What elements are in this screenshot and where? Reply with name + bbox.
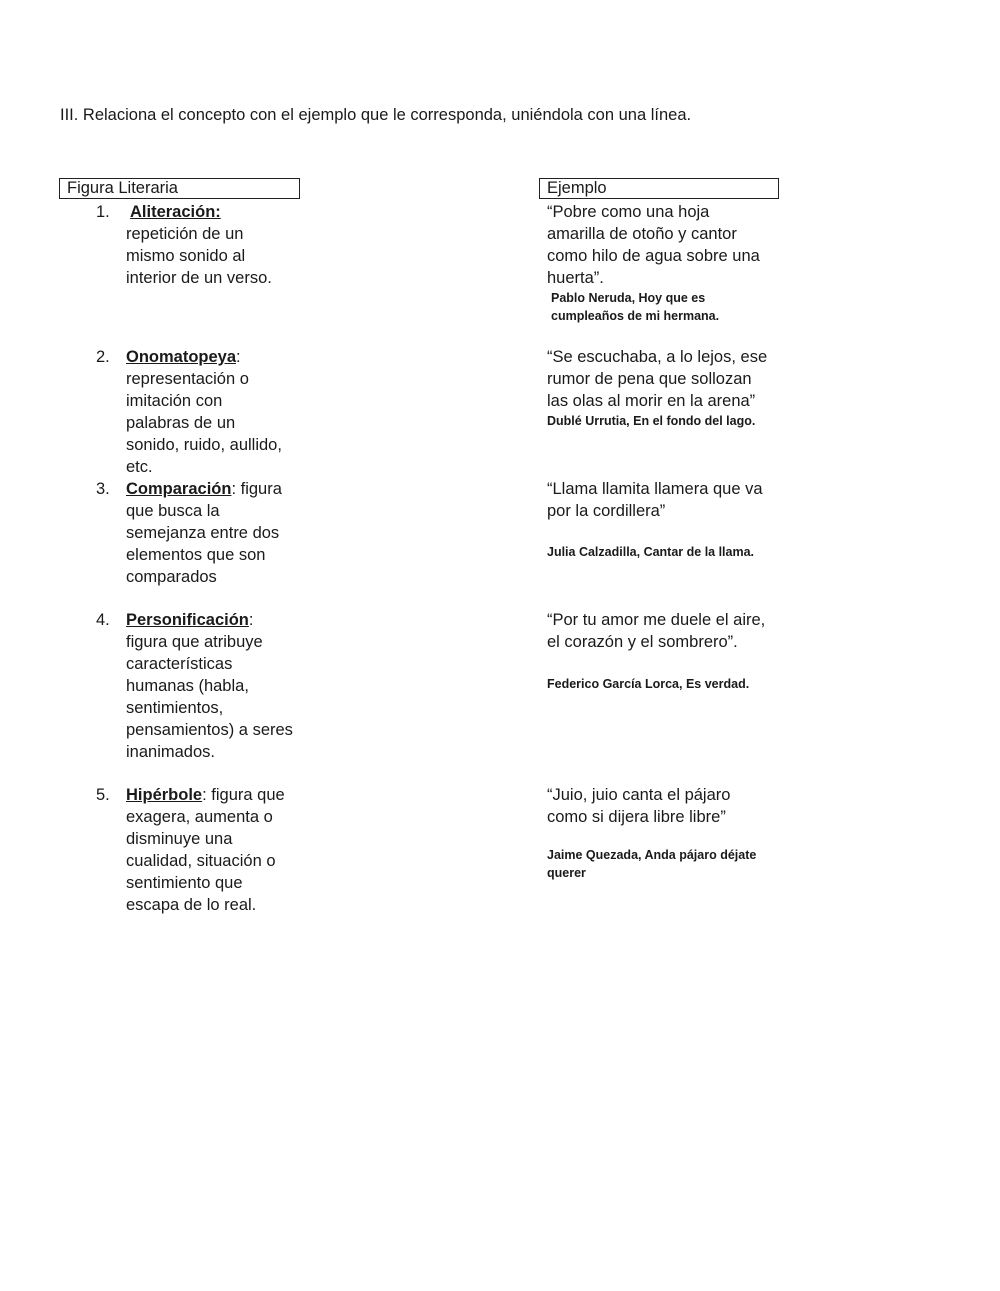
concept-term: Hipérbole — [126, 786, 203, 804]
concept-number: 3. — [96, 480, 110, 498]
example-quote-4[interactable]: “Por tu amor me duele el aire, el corazón y el sombrero”. — [547, 611, 766, 651]
concept-item-5[interactable] — [96, 784, 306, 916]
example-source-3: Julia Calzadilla, Cantar de la llama. — [547, 545, 755, 559]
example-quote-5[interactable]: “Juio, juio canta el pájaro como si dijera libre libre” — [547, 786, 731, 826]
example-source-1: Pablo Neruda, Hoy que es cumpleaños de mi hermana. — [551, 291, 720, 323]
example-quote-2[interactable]: “Se escuchaba, a lo lejos, ese rumor de pena que sollozan las olas al morir en la arena” — [547, 348, 768, 410]
example-source-4: Federico García Lorca, Es verdad. — [547, 677, 750, 691]
concept-term: Comparación — [126, 480, 232, 498]
concept-term: Onomatopeya — [126, 348, 237, 366]
concept-definition: : figura que busca la semejanza entre dos elementos que son comparados — [126, 480, 282, 586]
concept-definition: : figura que atribuye características humanas (habla, sentimientos, pensamientos) a seres inanimados. — [126, 611, 293, 761]
ejemplo-header: Ejemplo — [539, 178, 779, 199]
concept-item-4[interactable] — [96, 609, 306, 763]
example-source-2: Dublé Urrutia, En el fondo del lago. — [547, 414, 756, 428]
example-quote-1[interactable]: “Pobre como una hoja amarilla de otoño y cantor como hilo de agua sobre una huerta”. — [547, 203, 760, 287]
example-source-5: Jaime Quezada, Anda pájaro déjate querer — [547, 848, 757, 880]
concept-definition: : figura que exagera, aumenta o disminuye una cualidad, situación o sentimiento que escapa de lo real. — [126, 786, 285, 914]
concept-number: 2. — [96, 348, 110, 366]
concept-number: 4. — [96, 611, 110, 629]
concept-number: 5. — [96, 786, 110, 804]
concept-definition: : representación o imitación con palabras de un sonido, ruido, aullido, etc. — [126, 348, 282, 476]
concept-definition: repetición de un mismo sonido al interior de un verso. — [126, 225, 272, 287]
instruction-text: III. Relaciona el concepto con el ejemplo que le corresponda, uniéndola con una línea. — [60, 106, 692, 124]
concept-term: Personificación — [126, 611, 249, 629]
concept-item-3[interactable] — [96, 478, 306, 588]
concept-item-2[interactable] — [96, 346, 306, 478]
figura-literaria-header: Figura Literaria — [59, 178, 300, 199]
concept-number: 1. — [96, 203, 110, 221]
example-quote-3[interactable]: “Llama llamita llamera que va por la cordillera” — [547, 480, 763, 520]
concept-term: Aliteración: — [130, 203, 221, 221]
concept-item-1[interactable] — [96, 201, 306, 289]
